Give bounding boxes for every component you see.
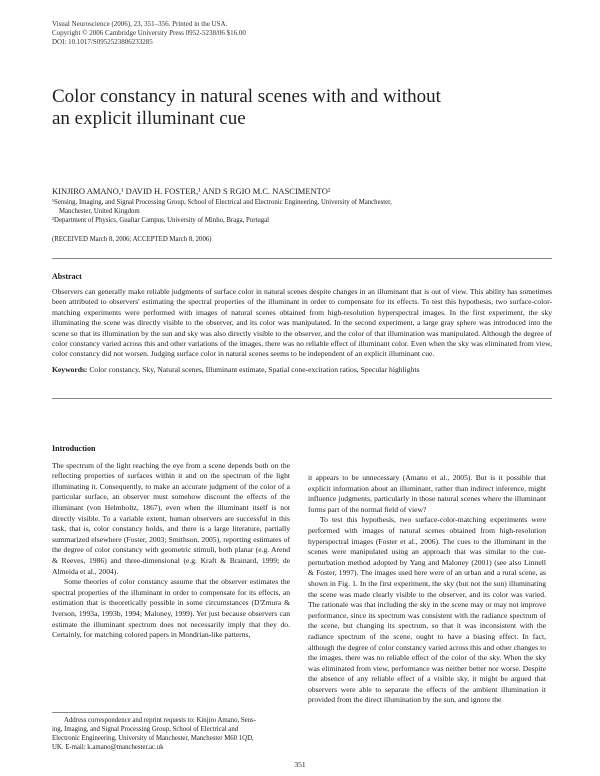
- intro-paragraph-3: it appears to be unnecessary (Amano et al., 2005). But is it possible that explicit information about an illuminant, rather than indirect inference, might influence judgments, particularly in those natural scenes where the illuminant forms part of the normal field of view?: [308, 473, 546, 514]
- abstract-heading: Abstract: [52, 272, 82, 281]
- footnote-line-3: Electronic Engineering, University of Manchester, Manchester M60 1QD,: [52, 735, 254, 742]
- affiliations: [52, 198, 552, 225]
- intro-paragraph-4: To test this hypothesis, two surface-color-matching experiments were performed with images of natural scenes obtained from high-resolution hyperspectral images (Foster et al., 2006). The cues to the illuminant in the scenes were manipulated using an approach that was similar to the cue-perturbation method adopted by Yang and Maloney (2001) (see also Linnell & Foster, 1997). The images used here were of an urban and a rural scene, as shown in Fig. 1. In the first experiment, the sky (but not the sun) illuminating the scene was made clearly visible to the observer, and its color was varied. The rationale was that including the sky in the scene may or may not improve performance, since its spectrum was consistent with the radiance spectrum of the scene, but changing its spectrum, so that it was inconsistent with the radiance spectrum of the scene, ought to have a biasing effect. In fact, although the degree of color constancy varied across this and other changes to the images, there was no reliable effect of the color of the sky. When the sky was eliminated from view, performance was neither better nor worse. Despite the absence of any reliable effect of a visible sky, it might be argued that observers were able to separate the effects of the ambient illumination it provided from the direct illumination by the sun, and ignore the: [308, 515, 546, 705]
- author-list: KINJIRO AMANO,¹ DAVID H. FOSTER,¹ AND S RGIO M.C. NASCIMENTO²: [52, 186, 331, 196]
- right-column: [308, 473, 546, 706]
- journal-header: [52, 20, 246, 47]
- keywords-label: Keywords:: [52, 364, 88, 374]
- paper-title: [52, 86, 522, 130]
- correspondence-footnote: [52, 716, 290, 752]
- footnote-line-1: Address correspondence and reprint requests to: Kinjiro Amano, Sens-: [64, 717, 256, 724]
- affiliation-2: ²Department of Physics, Gualtar Campus, University of Minho, Braga, Portugal: [52, 217, 270, 224]
- keywords-list: Color constancy, Sky, Natural scenes, Illuminant estimate, Spatial cone-excitation ratios, Specular highlights: [87, 364, 420, 374]
- footnote-line-4: UK. E-mail: k.amano@manchester.ac.uk: [52, 744, 164, 751]
- journal-citation: Visual Neuroscience (2006), 23, 351–356. Printed in the USA.: [52, 20, 228, 28]
- title-line-1: Color constancy in natural scenes with and without: [52, 86, 441, 107]
- section-heading-introduction: Introduction: [52, 444, 96, 453]
- copyright-line: Copyright © 2006 Cambridge University Press 0952-5238/06 $16.00: [52, 29, 246, 37]
- abstract-text: Observers can generally make reliable judgments of surface color in natural scenes despite changes in an illuminant that is out of view. This ability has sometimes been attributed to observers' estimating the spectral properties of the illuminant in order to compensate for its effects. To test this hypothesis, two surface-color-matching experiments were performed with images of natural scenes obtained from high-resolution hyperspectral images. In the first experiment, the sky illuminating the scene was directly visible to the observer, and its color was manipulated. In the second experiment, a large gray sphere was introduced into the scene so that its illumination by the sun and sky was also directly visible to the observer, and the color of that illumination was manipulated. Although the degree of color constancy varied across this and other variations of the images, there was no reliable effect of illuminant color. Even when the sky was eliminated from view, color constancy did not worsen. Judging surface color in natural scenes seems to be independent of an explicit illuminant cue.: [52, 287, 552, 359]
- abstract-section: [52, 272, 552, 375]
- footnote-rule: [52, 712, 142, 713]
- intro-paragraph-1: The spectrum of the light reaching the eye from a scene depends both on the reflecting properties of surfaces within it and on the spectrum of the light illuminating it. Consequently, to make an accurate judgment of the color of a particular surface, an observer must somehow discount the effects of the illuminant (von Helmholtz, 1867), even when the illuminant itself is not directly visible. To a variable extent, human observers are successful in this task, that is, color constancy holds, and there is a large literature, partially summarized elsewhere (Foster, 2003; Smithson, 2005), reporting estimates of the degree of color constancy with geometric stimuli, both planar (e.g. Arend & Reeves, 1986) and three-dimensional (e.g. Kraft & Brainard, 1999; de Almeida et al., 2004).: [52, 460, 290, 576]
- title-line-2: an explicit illuminant cue: [52, 108, 246, 129]
- keywords: [52, 365, 552, 375]
- footnote-line-2: ing, Imaging, and Signal Processing Group, School of Electrical and: [52, 726, 239, 733]
- page-number: 351: [294, 760, 306, 769]
- divider-abstract: [52, 398, 552, 399]
- divider-top: [52, 258, 552, 259]
- left-column: [52, 444, 290, 641]
- intro-paragraph-2: Some theories of color constancy assume that the observer estimates the spectral properties of the illuminant in order to compensate for its effects, an estimation that is theoretically possible in some circumstances (D'Zmura & Iverson, 1993a, 1993b, 1994; Maloney, 1999). Yet just because observers can estimate the illuminant spectrum does not necessarily imply that they do. Certainly, for matching colored papers in Mondrian-like patterns,: [52, 577, 290, 640]
- doi-line: DOI: 10.1017/S0952523806233285: [52, 38, 153, 46]
- received-dates: (RECEIVED March 8, 2006; ACCEPTED March 8, 2006): [52, 236, 212, 243]
- affiliation-1-cont: Manchester, United Kingdom: [59, 208, 140, 215]
- affiliation-1: ¹Sensing, Imaging, and Signal Processing Group, School of Electrical and Electronic Engineering, University of Manchester,: [52, 199, 392, 206]
